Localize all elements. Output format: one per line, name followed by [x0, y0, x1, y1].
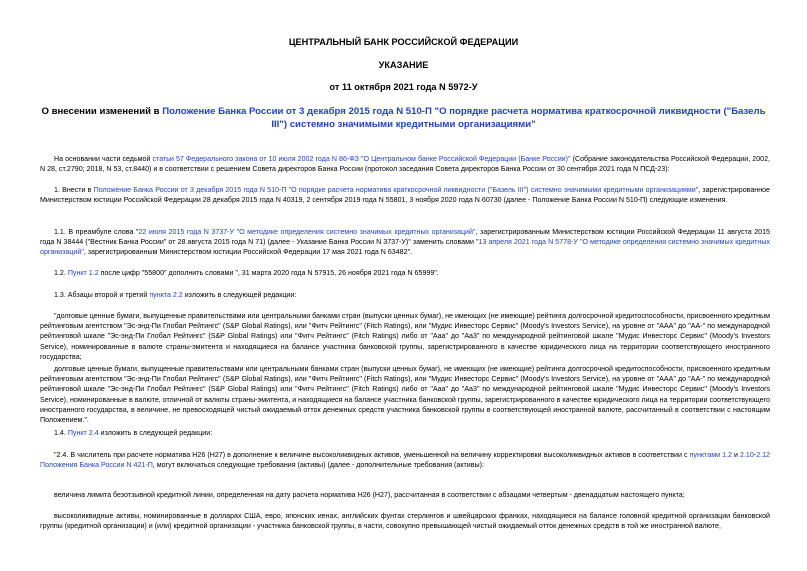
text: 1. Внести в — [54, 186, 94, 194]
text: , зарегистрированное Министерством юстиции Российской Федерации 28 декабря 2015 года N 40319, 2 сентября 2019 года N 55801, 3 ноября 2020 года N 60730 (далее - Положение Банка России N 510-П) следующие изменения. — [40, 186, 770, 205]
quoted-paragraph-4: высоколиквидные активы, номинированные в долларах США, евро, японских иенах, английских фунтах стерлингов и швейцарских франках, находящиеся на балансе головной кредитной организации банковской группы (кредитной организации) и (или) кредитной организации - участника банковской группы, в части, совокупно превышающей чистый ожидаемый отток денежных средств в той же иностранной валюте, — [40, 512, 770, 531]
clause-2-2-link[interactable]: пункта 2.2 — [149, 291, 183, 299]
clause-2-10-link[interactable]: 2.10 — [740, 451, 754, 459]
text: и — [731, 451, 740, 459]
quoted-paragraph-3: величина лимита безотзывной кредитной линии, определенная на дату расчета норматива Н26 (Н27), рассчитанная в соответствии с абзацами четвертым - двенадцатым настоящего пункта; — [54, 491, 685, 499]
text: 1.3. Абзацы второй и третий — [54, 291, 150, 299]
clauses-1-2-link[interactable]: пунктами 1.2 — [689, 451, 732, 459]
regulation-421-link[interactable]: 2.12 Положения Банка России N 421-П — [40, 451, 770, 470]
paragraph-1-1 — [40, 227, 770, 258]
text: изложить в следующей редакции: — [182, 291, 297, 299]
paragraph-1-3 — [40, 290, 770, 300]
subject-link[interactable]: Положение Банка России от 3 декабря 2015 года N 510-П "О порядке расчета норматива краткосрочной ликвидности ("Базель III") системно значимыми кредитными организациями" — [162, 106, 766, 130]
paragraph-basis — [40, 154, 770, 174]
paragraph-1-4 — [40, 428, 770, 438]
quoted-paragraph-2: долговые ценные бумаги, выпущенные правительствами или центральными банками стран (выпуски ценных бумаг), не имеющих (не имеющие) рейтинга долгосрочной кредитоспособности, присвоенного кредитным рейтинговым агентством "Эс-энд-Пи Глобал Рейтингс" (S&P Global Ratings), или "Фитч Рейтингс" (Fitch Ratings), или "Мудис Инвесторс Сервис" (Moody's Investors Service), на уровне от "AAA" до "AA-" по международной рейтинговой шкале "Эс-энд-Пи Глобал Рейтингс" (S&P Global Ratings) или "Фитч Рейтингс" (Fitch Ratings) либо от "Aaa" до "Aa3" по международной рейтинговой шкале "Мудис Инвесторс Сервис" (Moody's Investors Service), номинированные в валюте, отличной от валюты страны-эмитента, и находящиеся на балансе участника банковской группы, зарегистрированного в качестве юридического лица на территории соответствующего иностранного государства, в величине, не превосходящей чистый ожидаемый отток денежных средств участника банковской группы в соответствующей иностранной валюте, рассчитанный в соответствии с настоящим Положением.". — [40, 365, 770, 425]
subject-prefix: О внесении изменений в — [41, 106, 163, 117]
issuer-title: ЦЕНТРАЛЬНЫЙ БАНК РОССИЙСКОЙ ФЕДЕРАЦИИ — [288, 37, 519, 47]
text: - — [753, 451, 757, 459]
text: изложить в следующей редакции: — [98, 429, 213, 437]
clause-2-4-link[interactable]: Пункт 2.4 — [67, 429, 99, 437]
text: , могут включаться следующие требования (активы) (далее - дополнительные требования (активы): — [152, 461, 484, 470]
paragraph-1-2 — [40, 268, 770, 278]
text: после цифр "55800" дополнить словами ", 31 марта 2020 года N 57915, 26 ноября 2021 года N 65999". — [98, 269, 439, 277]
law-link[interactable]: статьи 57 Федерального закона от 10 июля 2002 года N 86-ФЗ "О Центральном банке Российской Федерации (Банке России)" — [152, 155, 571, 163]
text: (Собрание законодательства Российской Федерации, 2002, N 28, ст.2790; 2018, N 53, ст.8440) и в соответствии с решением Совета директоров Банка России (протокол заседания Совета директоров Банка России от 30 сентября 2021 года N ПСД-23): — [40, 155, 771, 174]
quoted-paragraph-1: "долговые ценные бумаги, выпущенные правительствами или центральными банками стран (выпуски ценных бумаг), не имеющих (не имеющие) рейтинга долгосрочной кредитоспособности, присвоенного кредитным рейтинговым агентством "Эс-энд-Пи Глобал Рейтингс" (S&P Global Ratings), или "Фитч Рейтингс" (Fitch Ratings), или "Мудис Инвесторс Сервис" (Moody's Investors Service), на уровне от "AAA" до "AA-" по международной рейтинговой шкале "Эс-энд-Пи Глобал Рейтингс" (S&P Global Ratings) или "Фитч Рейтингс" (Fitch Ratings) либо от "Aaa" до "Aa3" по международной рейтинговой шкале "Мудис Инвесторс Сервис" (Moody's Investors Service), номинированные в валюте страны-эмитента и находящиеся на балансе участника банковской группы, зарегистрированного в качестве юридического лица на территории соответствующего иностранного государства; — [40, 312, 770, 361]
clause-1-2-link[interactable]: Пункт 1.2 — [67, 269, 99, 277]
text: "2.4. В числитель при расчете норматива Н26 (Н27) в дополнение к величине высоколиквидных активов, уменьшенной на величину корректировки высоколиквидных активов в соответствии с — [54, 451, 690, 459]
text: , зарегистрированным Министерством юстиции Российской Федерации 11 августа 2015 года N 38444 ("Вестник Банка России" от 28 августа 2015 года N 71) (далее - Указание Банка России N 3737-У)" заменить словами " — [40, 228, 770, 247]
document-type: УКАЗАНИЕ — [378, 60, 429, 70]
text: 1.4. — [54, 429, 68, 437]
document-date-number: от 11 октября 2021 года N 5972-У — [329, 82, 478, 92]
document-subject — [40, 105, 767, 131]
text: , зарегистрированным Министерством юстиции Российской Федерации 17 мая 2021 года N 63482". — [83, 248, 413, 257]
instruction-3737-link[interactable]: 22 июля 2015 года N 3737-У "О методике определения системно значимых кредитных организаций" — [138, 228, 476, 236]
quoted-paragraph-2-4 — [40, 450, 770, 470]
text: 1.1. В преамбуле слова " — [54, 228, 139, 236]
regulation-link[interactable]: Положение Банка России от 3 декабря 2015 года N 510-П "О порядке расчета норматива краткосрочной ликвидности ("Базель III") системно значимыми кредитными организациями" — [93, 186, 699, 194]
instruction-5778-link[interactable]: 13 апреля 2021 года N 5778-У "О методике определения системно значимых кредитных организаций" — [40, 238, 770, 257]
paragraph-1 — [40, 185, 770, 205]
text: На основании части седьмой — [54, 155, 153, 163]
text: 1.2. — [54, 269, 68, 277]
